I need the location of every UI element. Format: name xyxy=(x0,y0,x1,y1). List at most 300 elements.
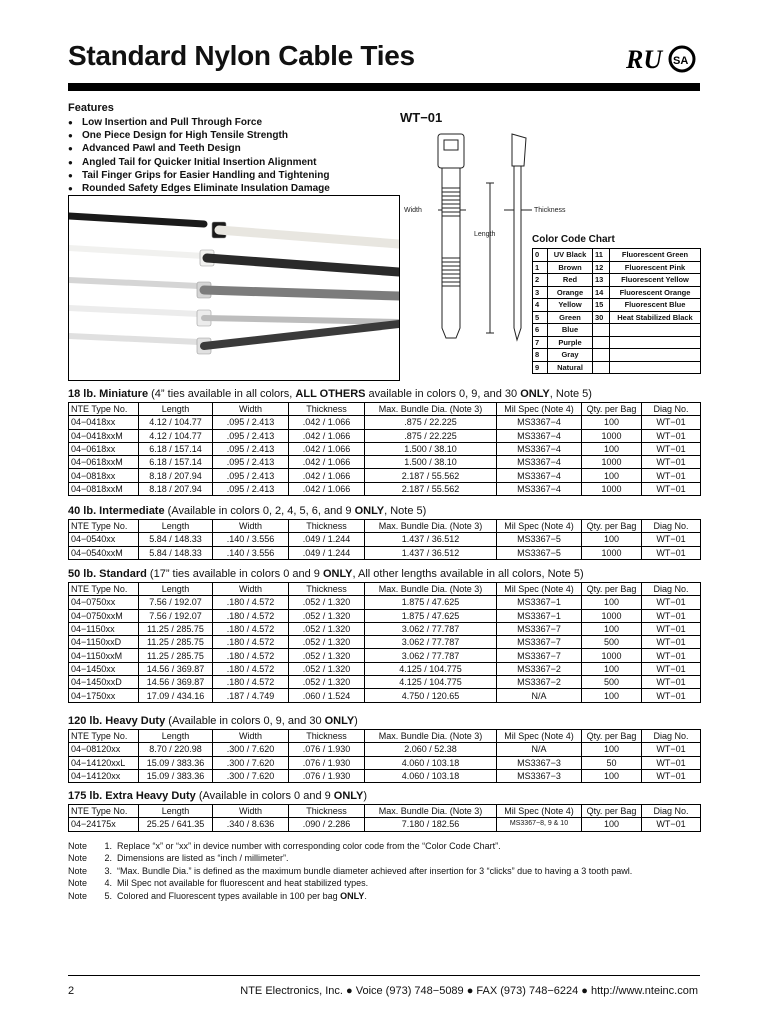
table-row xyxy=(69,456,701,469)
table-cell: 11.25 / 285.75 xyxy=(139,636,213,649)
note-text: “Max. Bundle Dia.” is defined as the maximum bundle diameter achieved after insertion for 3 “clicks” due to having a 3 tooth pawl. xyxy=(117,865,633,876)
table-row xyxy=(69,756,701,769)
table-cell: WT−01 xyxy=(642,546,701,559)
note-item xyxy=(68,840,632,852)
table-cell: 4.125 / 104.775 xyxy=(365,662,497,675)
table-cell: 04−0818xx xyxy=(69,469,139,482)
table-cell: 04−0418xxM xyxy=(69,429,139,442)
table-cell: 6.18 / 157.14 xyxy=(139,456,213,469)
table-row xyxy=(69,596,701,609)
feature-item: ● Rounded Safety Edges Eliminate Insulation Damage xyxy=(68,182,330,195)
spec-table xyxy=(68,519,701,560)
column-header: Diag No. xyxy=(642,805,701,818)
note-label: Note xyxy=(68,841,88,851)
section-title-part: (17” ties available in colors 0 and 9 xyxy=(146,568,323,580)
table-row xyxy=(69,442,701,455)
table-cell: .095 / 2.413 xyxy=(213,482,289,495)
table-cell: 100 xyxy=(582,442,642,455)
note-item xyxy=(68,865,632,877)
table-cell: WT−01 xyxy=(642,636,701,649)
column-header: Diag No. xyxy=(642,520,701,533)
table-cell: .042 / 1.066 xyxy=(289,442,365,455)
note-label: Note xyxy=(68,890,88,901)
color-code: 30 xyxy=(593,311,610,324)
color-code xyxy=(593,336,610,349)
column-header: NTE Type No. xyxy=(69,583,139,596)
table-row xyxy=(69,636,701,649)
column-header: Qty. per Bag xyxy=(582,403,642,416)
title-divider xyxy=(68,83,700,91)
color-code: 7 xyxy=(533,336,548,349)
note-text: Colored and Fluorescent types available in 100 per bag xyxy=(117,890,341,901)
table-cell: .076 / 1.930 xyxy=(289,756,365,769)
column-header: Diag No. xyxy=(642,730,701,743)
column-header: Length xyxy=(139,520,213,533)
color-name: UV Black xyxy=(548,249,593,262)
table-cell: 500 xyxy=(582,676,642,689)
color-code-chart xyxy=(532,248,701,374)
table-row xyxy=(69,469,701,482)
table-cell: 100 xyxy=(582,769,642,782)
table-cell: 1000 xyxy=(582,609,642,622)
table-cell: .052 / 1.320 xyxy=(289,636,365,649)
column-header: Width xyxy=(213,403,289,416)
table-cell: 1.500 / 38.10 xyxy=(365,442,497,455)
color-code xyxy=(593,324,610,337)
section-title-part: ) xyxy=(354,715,358,727)
table-cell: 04−0818xxM xyxy=(69,482,139,495)
table-row xyxy=(69,818,701,831)
table-cell: 04−1750xx xyxy=(69,689,139,702)
column-header: Width xyxy=(213,520,289,533)
table-cell: 4.060 / 103.18 xyxy=(365,769,497,782)
table-cell: MS3367−3 xyxy=(497,756,582,769)
table-cell: 04−08120xx xyxy=(69,743,139,756)
section-title-part: 40 lb. Intermediate xyxy=(68,505,165,517)
table-cell: 14.56 / 369.87 xyxy=(139,662,213,675)
table-cell: .095 / 2.413 xyxy=(213,469,289,482)
table-cell: .049 / 1.244 xyxy=(289,546,365,559)
table-cell: MS3367−8, 9 & 10 xyxy=(497,818,582,831)
table-cell: WT−01 xyxy=(642,609,701,622)
color-row xyxy=(533,324,701,337)
table-cell: MS3367−5 xyxy=(497,533,582,546)
table-cell: 4.125 / 104.775 xyxy=(365,676,497,689)
footer-contact: NTE Electronics, Inc. ● Voice (973) 748−5089 ● FAX (973) 748−6224 ● http://www.nteinc.com xyxy=(240,985,698,997)
table-cell: 8.70 / 220.98 xyxy=(139,743,213,756)
column-header: Thickness xyxy=(289,805,365,818)
section-title-part: 175 lb. Extra Heavy Duty xyxy=(68,790,196,802)
table-cell: 8.18 / 207.94 xyxy=(139,482,213,495)
section-title-part: , Note 5) xyxy=(384,505,427,517)
table-cell: WT−01 xyxy=(642,482,701,495)
table-row xyxy=(69,622,701,635)
table-cell: .060 / 1.524 xyxy=(289,689,365,702)
table-cell: 1000 xyxy=(582,649,642,662)
note-number: 2. xyxy=(104,853,112,864)
table-cell: 6.18 / 157.14 xyxy=(139,442,213,455)
column-header: Length xyxy=(139,805,213,818)
table-cell: .140 / 3.556 xyxy=(213,533,289,546)
note-text: Replace “x” or “xx” in device number with corresponding color code from the “Color Code Chart”. xyxy=(117,841,501,851)
table-cell: 11.25 / 285.75 xyxy=(139,649,213,662)
table-cell: MS3367−3 xyxy=(497,769,582,782)
table-cell: .052 / 1.320 xyxy=(289,676,365,689)
section-title-part: (4” ties available in all colors, xyxy=(148,388,296,400)
table-cell: 4.750 / 120.65 xyxy=(365,689,497,702)
color-code: 0 xyxy=(533,249,548,262)
header-row xyxy=(69,520,701,533)
diagram-title: WT−01 xyxy=(400,110,443,125)
page-title: Standard Nylon Cable Ties xyxy=(68,40,415,71)
table-cell: 500 xyxy=(582,636,642,649)
color-name: Purple xyxy=(548,336,593,349)
note-item xyxy=(68,877,632,889)
color-code xyxy=(593,361,610,374)
footer-divider xyxy=(68,975,700,976)
table-row xyxy=(69,662,701,675)
table-row xyxy=(69,689,701,702)
table-cell: .042 / 1.066 xyxy=(289,429,365,442)
note-tail: . xyxy=(364,890,367,901)
table-cell: .076 / 1.930 xyxy=(289,769,365,782)
width-label: Width xyxy=(404,207,422,214)
header-row xyxy=(69,403,701,416)
table-cell: .095 / 2.413 xyxy=(213,429,289,442)
table-cell: 3.062 / 77.787 xyxy=(365,649,497,662)
color-name: Gray xyxy=(548,349,593,362)
table-cell: 7.56 / 192.07 xyxy=(139,609,213,622)
note-item xyxy=(68,890,632,902)
table-cell: MS3367−4 xyxy=(497,429,582,442)
ul-csa-logo-icon xyxy=(624,42,696,76)
table-cell: .187 / 4.749 xyxy=(213,689,289,702)
table-cell: 04−0750xxM xyxy=(69,609,139,622)
color-code: 6 xyxy=(533,324,548,337)
note-text: Mil Spec not available for fluorescent and heat stabilized types. xyxy=(117,878,369,889)
table-cell: 04−0540xx xyxy=(69,533,139,546)
color-row xyxy=(533,336,701,349)
note-label: Note xyxy=(68,853,88,864)
column-header: Thickness xyxy=(289,583,365,596)
table-cell: WT−01 xyxy=(642,442,701,455)
table-cell: .052 / 1.320 xyxy=(289,622,365,635)
table-cell: 3.062 / 77.787 xyxy=(365,636,497,649)
table-cell: WT−01 xyxy=(642,622,701,635)
section-title-part: 50 lb. Standard xyxy=(68,568,147,580)
color-code: 2 xyxy=(533,274,548,287)
color-code: 1 xyxy=(533,261,548,274)
table-cell: 100 xyxy=(582,818,642,831)
table-cell: 04−1450xxD xyxy=(69,676,139,689)
table-cell: WT−01 xyxy=(642,469,701,482)
table-cell: 15.09 / 383.36 xyxy=(139,769,213,782)
table-cell: WT−01 xyxy=(642,689,701,702)
table-cell: 04−0418xx xyxy=(69,416,139,429)
color-name: Fluorescent Yellow xyxy=(610,274,701,287)
column-header: Mil Spec (Note 4) xyxy=(497,730,582,743)
color-code: 14 xyxy=(593,286,610,299)
color-row xyxy=(533,361,701,374)
table-cell: WT−01 xyxy=(642,743,701,756)
table-cell: 04−1150xxM xyxy=(69,649,139,662)
table-cell: 4.12 / 104.77 xyxy=(139,416,213,429)
table-cell: MS3367−2 xyxy=(497,676,582,689)
table-cell: .095 / 2.413 xyxy=(213,456,289,469)
table-cell: .180 / 4.572 xyxy=(213,596,289,609)
table-cell: .300 / 7.620 xyxy=(213,769,289,782)
table-cell: 4.12 / 104.77 xyxy=(139,429,213,442)
cable-ties-photo-image xyxy=(69,196,400,381)
table-cell: .340 / 8.636 xyxy=(213,818,289,831)
table-cell: MS3367−7 xyxy=(497,636,582,649)
thickness-label: Thickness xyxy=(534,207,566,214)
table-cell: MS3367−7 xyxy=(497,622,582,635)
section-title-part: available in colors 0, 9, and 30 xyxy=(365,388,521,400)
table-cell: 17.09 / 434.16 xyxy=(139,689,213,702)
section-title-part: (Available in colors 0, 2, 4, 5, 6, and 9 xyxy=(164,505,355,517)
table-cell: 100 xyxy=(582,743,642,756)
table-cell: 4.060 / 103.18 xyxy=(365,756,497,769)
color-code: 11 xyxy=(593,249,610,262)
table-cell: N/A xyxy=(497,689,582,702)
table-cell: WT−01 xyxy=(642,416,701,429)
spec-table xyxy=(68,582,701,703)
table-cell: 1.437 / 36.512 xyxy=(365,546,497,559)
table-cell: 04−1150xxD xyxy=(69,636,139,649)
table-cell: .180 / 4.572 xyxy=(213,662,289,675)
column-header: Max. Bundle Dia. (Note 3) xyxy=(365,583,497,596)
table-cell: .052 / 1.320 xyxy=(289,596,365,609)
table-cell: .180 / 4.572 xyxy=(213,622,289,635)
table-cell: MS3367−7 xyxy=(497,649,582,662)
header-row xyxy=(69,730,701,743)
column-header: Diag No. xyxy=(642,583,701,596)
column-header: Mil Spec (Note 4) xyxy=(497,520,582,533)
column-header: NTE Type No. xyxy=(69,730,139,743)
note-number: 4. xyxy=(104,878,112,889)
section-title-part: (Available in colors 0 and 9 xyxy=(195,790,334,802)
features-list xyxy=(68,116,330,195)
table-cell: .042 / 1.066 xyxy=(289,469,365,482)
section-title-part: ONLY xyxy=(354,505,385,517)
section-title xyxy=(68,388,592,400)
color-row xyxy=(533,349,701,362)
color-row xyxy=(533,311,701,324)
table-cell: 04−1150xx xyxy=(69,622,139,635)
color-code xyxy=(593,349,610,362)
table-cell: .090 / 2.286 xyxy=(289,818,365,831)
section-title-part: 120 lb. Heavy Duty xyxy=(68,715,166,727)
table-cell: 14.56 / 369.87 xyxy=(139,676,213,689)
column-header: Width xyxy=(213,583,289,596)
section-title-part: ONLY xyxy=(333,790,364,802)
column-header: Length xyxy=(139,403,213,416)
column-header: Qty. per Bag xyxy=(582,805,642,818)
section-title xyxy=(68,790,367,802)
section-title xyxy=(68,505,426,517)
feature-item: ● Advanced Pawl and Teeth Design xyxy=(68,142,330,155)
column-header: NTE Type No. xyxy=(69,520,139,533)
table-cell: .875 / 22.225 xyxy=(365,429,497,442)
color-name: Yellow xyxy=(548,299,593,312)
table-cell: WT−01 xyxy=(642,756,701,769)
table-cell: 2.187 / 55.562 xyxy=(365,482,497,495)
color-code: 4 xyxy=(533,299,548,312)
column-header: Mil Spec (Note 4) xyxy=(497,403,582,416)
column-header: Max. Bundle Dia. (Note 3) xyxy=(365,805,497,818)
table-cell: 8.18 / 207.94 xyxy=(139,469,213,482)
table-cell: MS3367−4 xyxy=(497,482,582,495)
table-cell: 2.187 / 55.562 xyxy=(365,469,497,482)
feature-item: ● One Piece Design for High Tensile Strength xyxy=(68,129,330,142)
table-cell: MS3367−4 xyxy=(497,456,582,469)
table-cell: 1000 xyxy=(582,546,642,559)
table-cell: 04−0618xx xyxy=(69,442,139,455)
column-header: Max. Bundle Dia. (Note 3) xyxy=(365,520,497,533)
length-label: Length xyxy=(474,231,496,238)
note-number: 1. xyxy=(104,841,112,851)
table-cell: 100 xyxy=(582,689,642,702)
table-cell: 1000 xyxy=(582,456,642,469)
svg-text:RU: RU xyxy=(626,45,663,74)
table-cell: 15.09 / 383.36 xyxy=(139,756,213,769)
color-name xyxy=(610,361,701,374)
header-row xyxy=(69,583,701,596)
color-name xyxy=(610,349,701,362)
table-cell: 04−0750xx xyxy=(69,596,139,609)
table-cell: .140 / 3.556 xyxy=(213,546,289,559)
table-cell: .076 / 1.930 xyxy=(289,743,365,756)
column-header: Max. Bundle Dia. (Note 3) xyxy=(365,730,497,743)
table-cell: .049 / 1.244 xyxy=(289,533,365,546)
table-cell: 11.25 / 285.75 xyxy=(139,622,213,635)
column-header: Thickness xyxy=(289,730,365,743)
table-row xyxy=(69,533,701,546)
table-row xyxy=(69,649,701,662)
notes xyxy=(68,840,632,902)
table-cell: .042 / 1.066 xyxy=(289,482,365,495)
cable-tie-strap xyxy=(204,290,399,296)
color-code: 5 xyxy=(533,311,548,324)
color-code: 3 xyxy=(533,286,548,299)
color-code: 15 xyxy=(593,299,610,312)
section-title-part: ONLY xyxy=(322,568,353,580)
color-row xyxy=(533,299,701,312)
table-row xyxy=(69,482,701,495)
note-number: 3. xyxy=(104,865,112,876)
table-cell: 1000 xyxy=(582,429,642,442)
table-row xyxy=(69,416,701,429)
column-header: Width xyxy=(213,805,289,818)
color-chart-title: Color Code Chart xyxy=(532,234,615,245)
column-header: Qty. per Bag xyxy=(582,520,642,533)
table-cell: N/A xyxy=(497,743,582,756)
color-name: Fluorescent Blue xyxy=(610,299,701,312)
column-header: Mil Spec (Note 4) xyxy=(497,805,582,818)
table-cell: 04−1450xx xyxy=(69,662,139,675)
feature-item: ● Angled Tail for Quicker Initial Insertion Alignment xyxy=(68,156,330,169)
color-name: Orange xyxy=(548,286,593,299)
section-title-part: ) xyxy=(363,790,368,802)
table-cell: 04−24175x xyxy=(69,818,139,831)
table-cell: WT−01 xyxy=(642,662,701,675)
table-cell: .042 / 1.066 xyxy=(289,416,365,429)
section-title-part: (Available in colors 0, 9, and 30 xyxy=(165,715,325,727)
table-cell: .300 / 7.620 xyxy=(213,756,289,769)
table-cell: 25.25 / 641.35 xyxy=(139,818,213,831)
note-text: Dimensions are listed as “inch / millimeter”. xyxy=(117,853,289,864)
column-header: Thickness xyxy=(289,520,365,533)
table-cell: WT−01 xyxy=(642,676,701,689)
column-header: Qty. per Bag xyxy=(582,730,642,743)
color-name xyxy=(610,324,701,337)
table-cell: MS3367−4 xyxy=(497,469,582,482)
table-cell: 7.56 / 192.07 xyxy=(139,596,213,609)
table-cell: 100 xyxy=(582,416,642,429)
color-code: 13 xyxy=(593,274,610,287)
table-cell: 3.062 / 77.787 xyxy=(365,622,497,635)
section-title-part: 18 lb. Miniature xyxy=(68,388,149,400)
table-cell: 1000 xyxy=(582,482,642,495)
table-cell: 5.84 / 148.33 xyxy=(139,546,213,559)
table-cell: .180 / 4.572 xyxy=(213,676,289,689)
column-header: Max. Bundle Dia. (Note 3) xyxy=(365,403,497,416)
table-cell: 1.500 / 38.10 xyxy=(365,456,497,469)
color-row xyxy=(533,286,701,299)
table-cell: WT−01 xyxy=(642,649,701,662)
note-label: Note xyxy=(68,878,88,889)
section-title xyxy=(68,715,358,727)
color-row xyxy=(533,261,701,274)
note-number: 5. xyxy=(104,890,112,901)
color-name: Brown xyxy=(548,261,593,274)
table-cell: 100 xyxy=(582,662,642,675)
spec-table xyxy=(68,402,701,496)
note-emphasis: ONLY xyxy=(340,890,365,901)
table-cell: 7.180 / 182.56 xyxy=(365,818,497,831)
table-row xyxy=(69,743,701,756)
table-cell: 04−0618xxM xyxy=(69,456,139,469)
feature-item: ● Tail Finger Grips for Easier Handling and Tightening xyxy=(68,169,330,182)
section-title-part: , All other lengths available in all colors, Note 5) xyxy=(352,568,584,580)
table-cell: .052 / 1.320 xyxy=(289,662,365,675)
color-code: 9 xyxy=(533,361,548,374)
section-title-part: ALL OTHERS xyxy=(295,388,366,400)
table-cell: .180 / 4.572 xyxy=(213,649,289,662)
table-cell: .052 / 1.320 xyxy=(289,649,365,662)
column-header: Qty. per Bag xyxy=(582,583,642,596)
table-cell: 5.84 / 148.33 xyxy=(139,533,213,546)
table-cell: WT−01 xyxy=(642,818,701,831)
table-cell: 2.060 / 52.38 xyxy=(365,743,497,756)
table-cell: MS3367−5 xyxy=(497,546,582,559)
spec-table xyxy=(68,804,701,832)
table-row xyxy=(69,676,701,689)
column-header: Thickness xyxy=(289,403,365,416)
table-cell: MS3367−1 xyxy=(497,609,582,622)
table-row xyxy=(69,429,701,442)
section-title xyxy=(68,568,584,580)
table-row xyxy=(69,546,701,559)
note-item xyxy=(68,852,632,864)
header-row xyxy=(69,805,701,818)
column-header: Diag No. xyxy=(642,403,701,416)
table-row xyxy=(69,769,701,782)
table-cell: 100 xyxy=(582,622,642,635)
table-cell: 100 xyxy=(582,596,642,609)
column-header: NTE Type No. xyxy=(69,403,139,416)
